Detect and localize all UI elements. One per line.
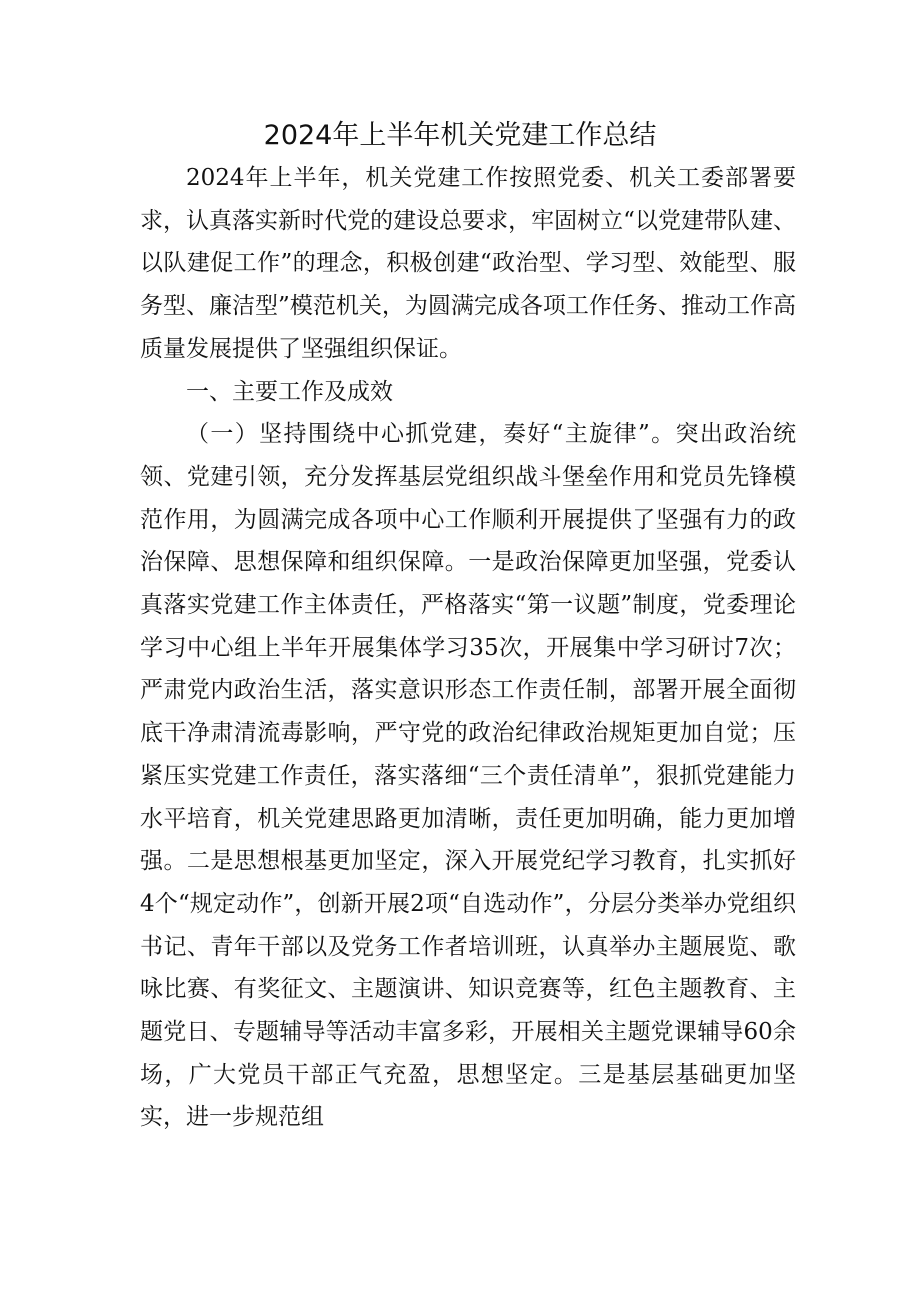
- intro-paragraph: 2024年上半年，机关党建工作按照党委、机关工委部署要求，认真落实新时代党的建设总要求，牢固树立“以党建带队建、以队建促工作”的理念，积极创建“政治型、学习型、效能型、服务型、廉洁型”模范机关，为圆满完成各项工作任务、推动工作高质量发展提供了坚强组织保证。: [140, 165, 796, 362]
- body-paragraph: （一）坚持围绕中心抓党建，奏好“主旋律”。突出政治统领、党建引领，充分发挥基层党组织战斗堡垒作用和党员先锋模范作用，为圆满完成各项中心工作顺利开展提供了坚强有力的政治保障、思想保障和组织保障。一是政治保障更加坚强，党委认真落实党建工作主体责任，严格落实“第一议题”制度，党委理论学习中心组上半年开展集体学习35次，开展集中学习研讨7次；严肃党内政治生活，落实意识形态工作责任制，部署开展全面彻底干净肃清流毒影响，严守党的政治纪律政治规矩更加自觉；压紧压实党建工作责任，落实落细“三个责任清单”，狠抓党建能力水平培育，机关党建思路更加清晰，责任更加明确，能力更加增强。二是思想根基更加坚定，深入开展党纪学习教育，扎实抓好4个“规定动作”，创新开展2项“自选动作”，分层分类举办党组织书记、青年干部以及党务工作者培训班，认真举办主题展览、歌咏比赛、有奖征文、主题演讲、知识竞赛等，红色主题教育、主题党日、专题辅导等活动丰富多彩，开展相关主题党课辅导60余场，广大党员干部正气充盈，思想坚定。三是基层基础更加坚实，进一步规范组: [140, 421, 796, 1131]
- document-title: 2024年上半年机关党建工作总结: [263, 120, 657, 151]
- section-heading: 一、主要工作及成效: [186, 378, 393, 405]
- document-body: [140, 157, 796, 1139]
